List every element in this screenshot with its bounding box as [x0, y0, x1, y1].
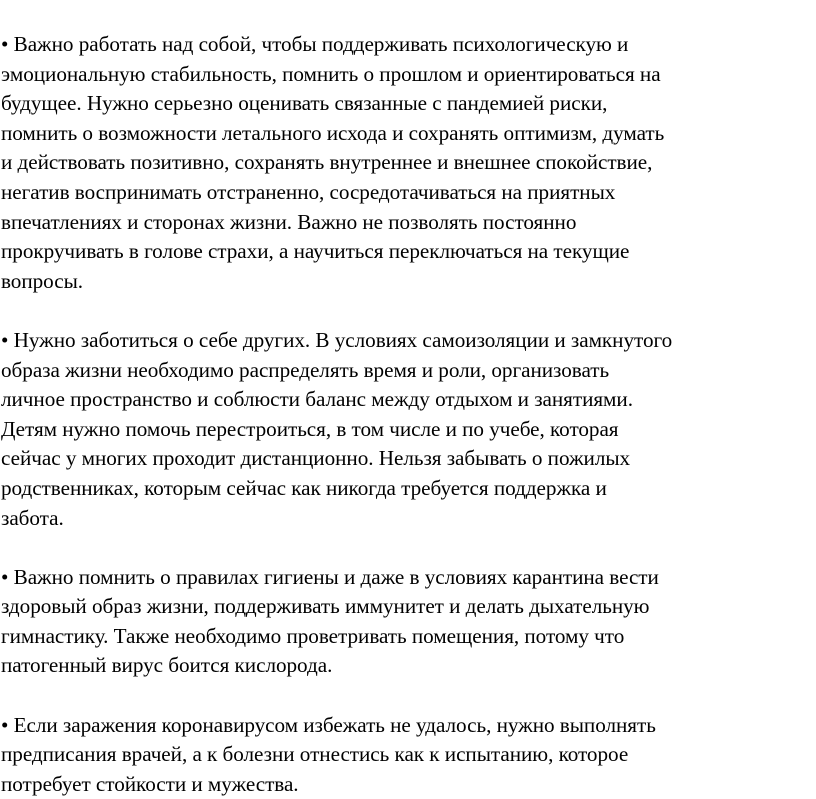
- paragraph-hygiene: • Важно помнить о правилах гигиены и даже в условиях карантина вести здоровый образ жизни, поддерживать иммунитет и делать дыхательную гимнастику. Также необходимо проветривать помещения, потому что патогенный вирус боится кислорода.: [1, 564, 659, 678]
- paragraph-psychological-stability: • Важно работать над собой, чтобы поддерживать психологическую и эмоциональную стабильность, помнить о прошлом и ориентироваться на будущее. Нужно серьезно оценивать связанные с пандемией риски, помнить о возможности летального исхода и сохранять оптимизм, думать и действовать позитивно, сохранять внутреннее и внешнее спокойствие, негатив воспринимать отстраненно, сосредотачиваться на приятных впечатлениях и сторонах жизни. Важно не позволять постоянно прокручивать в голове страхи, а научиться переключаться на текущие вопросы.: [1, 32, 665, 293]
- document-body: [1, 30, 816, 799]
- paragraph-care-for-others: • Нужно заботиться о себе других. В условиях самоизоляции и замкнутого образа жизни необходимо распределять время и роли, организовать личное пространство и соблюсти баланс между отдыхом и занятиями. Детям нужно помочь перестроиться, в том числе и по учебе, которая сейчас у многих проходит дистанционно. Нельзя забывать о пожилых родственниках, которым сейчас как никогда требуется поддержка и забота.: [1, 327, 673, 530]
- paragraph-if-infected: • Если заражения коронавирусом избежать не удалось, нужно выполнять предписания врачей, а к болезни отнестись как к испытанию, которое потребует стойкости и мужества.: [1, 712, 656, 796]
